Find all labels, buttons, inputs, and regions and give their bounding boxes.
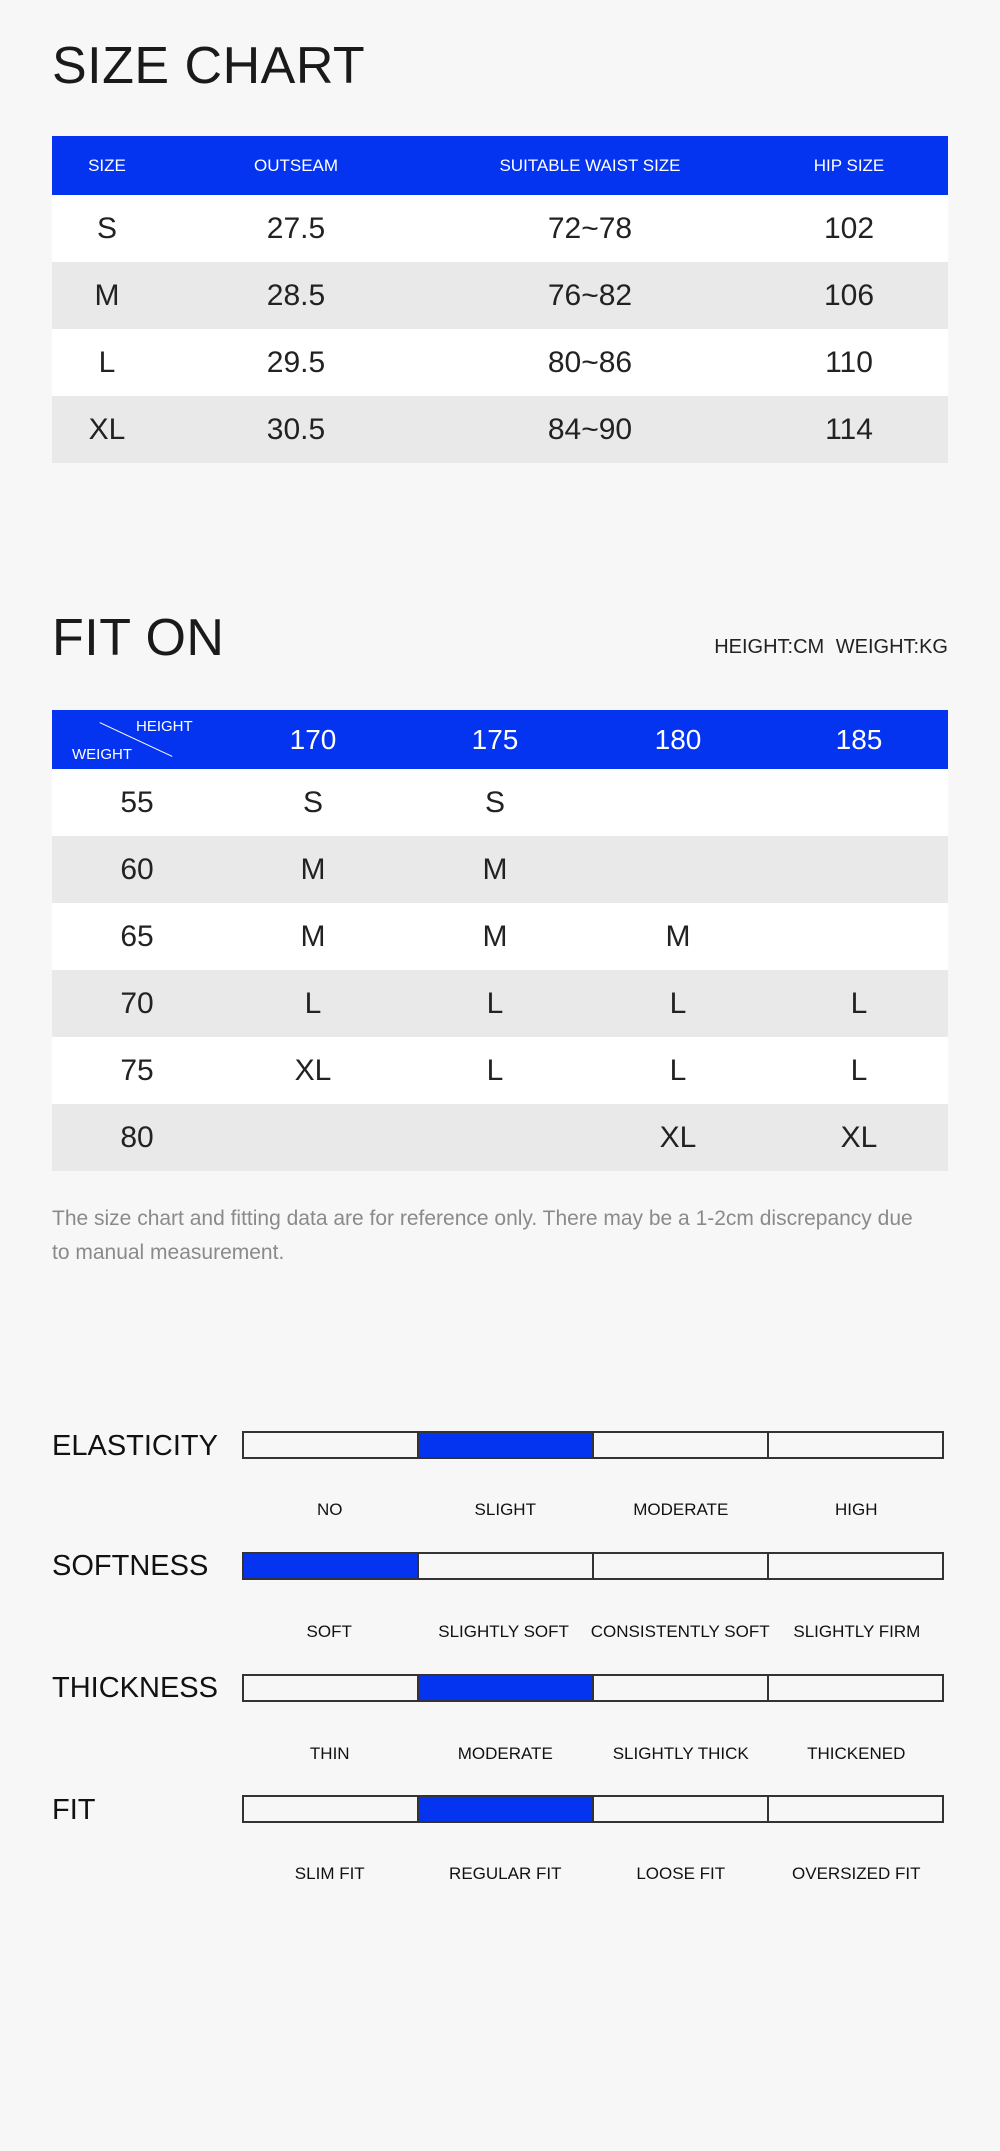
corner-header <box>52 710 222 769</box>
softness-options <box>242 1622 944 1642</box>
fit-size-cell: L <box>586 970 770 1037</box>
fit-size-cell: S <box>404 769 586 836</box>
scale-segment <box>594 1433 769 1457</box>
scale-segment-selected <box>244 1554 419 1578</box>
table-row <box>52 329 948 396</box>
scale-segment <box>244 1676 419 1700</box>
scale-segment <box>244 1797 419 1821</box>
fit-options <box>242 1864 944 1884</box>
size-chart-table <box>52 136 948 463</box>
scale-option-label: REGULAR FIT <box>449 1864 562 1883</box>
scale-option-label: SLIGHTLY THICK <box>612 1744 749 1763</box>
table-row <box>52 970 948 1037</box>
scale-segment <box>769 1554 942 1578</box>
fit-size-cell: M <box>222 903 404 970</box>
weight-cell: 80 <box>52 1104 222 1171</box>
waist-cell: 84~90 <box>430 396 750 463</box>
fit-size-cell <box>770 903 948 970</box>
fit-size-cell: M <box>222 836 404 903</box>
scale-segment-selected <box>419 1433 594 1457</box>
table-row <box>52 396 948 463</box>
table-row <box>52 1037 948 1104</box>
fit-size-cell <box>770 769 948 836</box>
units-label: HEIGHT:CM WEIGHT:KG <box>714 636 948 658</box>
scale-segment <box>769 1797 942 1821</box>
waist-cell: 76~82 <box>430 262 750 329</box>
column-header-waist: SUITABLE WAIST SIZE <box>430 136 750 195</box>
height-header: 175 <box>404 710 586 769</box>
scale-option-label: SLIM FIT <box>294 1864 365 1883</box>
scale-option-label: MODERATE <box>633 1500 729 1519</box>
height-header: 180 <box>586 710 770 769</box>
scale-option-label: MODERATE <box>457 1744 553 1763</box>
outseam-cell: 29.5 <box>162 329 430 396</box>
scale-option-label: SLIGHTLY SOFT <box>438 1622 569 1641</box>
outseam-cell: 28.5 <box>162 262 430 329</box>
size-cell: S <box>52 195 162 262</box>
scale-segment <box>594 1554 769 1578</box>
hip-cell: 102 <box>750 195 948 262</box>
column-header-outseam: OUTSEAM <box>162 136 430 195</box>
size-chart-title: SIZE CHART <box>52 37 366 95</box>
fit-size-cell <box>770 836 948 903</box>
fit-size-cell: M <box>586 903 770 970</box>
hip-cell: 114 <box>750 396 948 463</box>
height-header: 185 <box>770 710 948 769</box>
scale-option-label: SOFT <box>306 1622 352 1641</box>
thickness-scale <box>242 1674 944 1702</box>
scale-segment <box>419 1554 594 1578</box>
corner-height-label: HEIGHT <box>136 718 193 735</box>
scale-option-label: NO <box>317 1500 343 1519</box>
waist-cell: 80~86 <box>430 329 750 396</box>
scale-segment-selected <box>419 1797 594 1821</box>
table-row <box>52 903 948 970</box>
scale-segment <box>769 1676 942 1700</box>
scale-option-label: CONSISTENTLY SOFT <box>590 1622 770 1641</box>
weight-cell: 60 <box>52 836 222 903</box>
fit-label: FIT <box>52 1794 96 1826</box>
fit-size-cell: XL <box>770 1104 948 1171</box>
scale-option-label: THIN <box>309 1744 350 1763</box>
fit-on-title: FIT ON <box>52 609 225 667</box>
table-row <box>52 836 948 903</box>
fit-size-cell: XL <box>222 1037 404 1104</box>
height-header: 170 <box>222 710 404 769</box>
scale-segment <box>244 1433 419 1457</box>
scale-segment <box>594 1676 769 1700</box>
fit-size-cell: XL <box>586 1104 770 1171</box>
fit-size-cell: L <box>222 970 404 1037</box>
fit-size-cell <box>586 769 770 836</box>
scale-option-label: HIGH <box>835 1500 878 1519</box>
hip-cell: 106 <box>750 262 948 329</box>
table-row <box>52 195 948 262</box>
column-header-hip: HIP SIZE <box>750 136 948 195</box>
corner-weight-label: WEIGHT <box>72 746 132 763</box>
fit-size-cell: L <box>404 970 586 1037</box>
fit-size-cell: L <box>770 970 948 1037</box>
elasticity-scale <box>242 1431 944 1459</box>
table-row <box>52 1104 948 1171</box>
scale-segment-selected <box>419 1676 594 1700</box>
size-cell: L <box>52 329 162 396</box>
scale-option-label: OVERSIZED FIT <box>792 1864 921 1883</box>
weight-cell: 75 <box>52 1037 222 1104</box>
outseam-cell: 30.5 <box>162 396 430 463</box>
outseam-cell: 27.5 <box>162 195 430 262</box>
size-cell: M <box>52 262 162 329</box>
size-chart-header-row <box>52 136 948 195</box>
weight-cell: 65 <box>52 903 222 970</box>
softness-label: SOFTNESS <box>52 1550 209 1582</box>
weight-cell: 70 <box>52 970 222 1037</box>
scale-option-label: SLIGHTLY FIRM <box>793 1622 921 1641</box>
column-header-size: SIZE <box>52 136 162 195</box>
elasticity-label: ELASTICITY <box>52 1430 218 1462</box>
weight-cell: 55 <box>52 769 222 836</box>
fit-size-cell <box>586 836 770 903</box>
fit-size-cell: M <box>404 903 586 970</box>
disclaimer-note: The size chart and fitting data are for reference only. There may be a 1-2cm discrepancy due to manual measurement. <box>52 1207 913 1264</box>
scale-option-label: THICKENED <box>807 1744 906 1763</box>
scale-segment <box>769 1433 942 1457</box>
fit-on-header-row <box>52 710 948 769</box>
fit-size-cell: M <box>404 836 586 903</box>
scale-option-label: SLIGHT <box>474 1500 536 1519</box>
fit-size-cell: L <box>770 1037 948 1104</box>
fit-size-cell: L <box>586 1037 770 1104</box>
scale-option-label: LOOSE FIT <box>636 1864 726 1883</box>
scale-segment <box>594 1797 769 1821</box>
fit-size-cell: S <box>222 769 404 836</box>
thickness-options <box>242 1744 944 1764</box>
fit-on-table <box>52 710 948 1171</box>
elasticity-options <box>242 1500 944 1520</box>
softness-scale <box>242 1552 944 1580</box>
table-row <box>52 262 948 329</box>
fit-size-cell: L <box>404 1037 586 1104</box>
waist-cell: 72~78 <box>430 195 750 262</box>
table-row <box>52 769 948 836</box>
fit-scale <box>242 1795 944 1823</box>
fit-size-cell <box>222 1104 404 1171</box>
hip-cell: 110 <box>750 329 948 396</box>
size-cell: XL <box>52 396 162 463</box>
fit-size-cell <box>404 1104 586 1171</box>
thickness-label: THICKNESS <box>52 1672 218 1704</box>
